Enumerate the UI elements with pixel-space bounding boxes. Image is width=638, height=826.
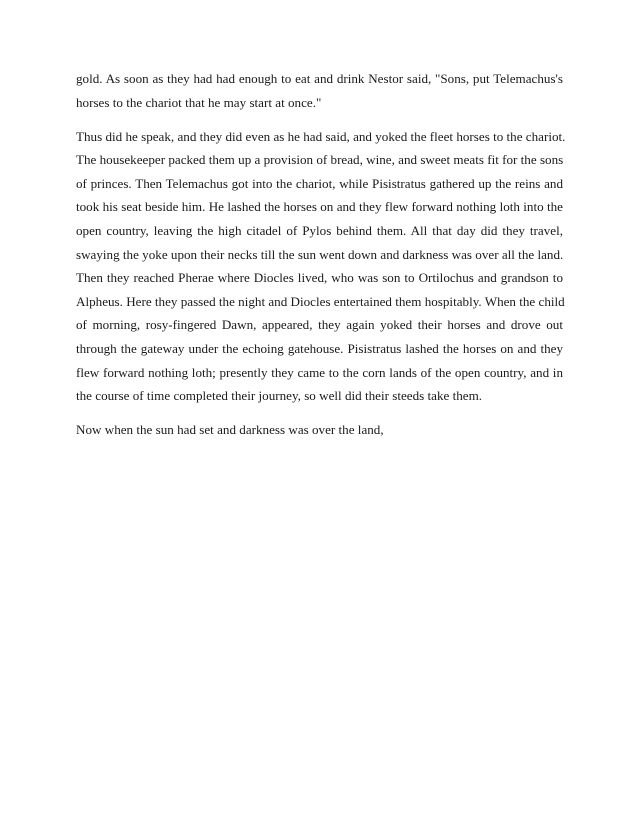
document-body bbox=[76, 67, 566, 442]
paragraph-3 bbox=[76, 418, 563, 442]
text-line: The housekeeper packed them up a provision of bread, wine, and sweet meats fit for the sons bbox=[76, 152, 564, 168]
text-line: horses to the chariot that he may start at once." bbox=[76, 94, 322, 110]
text-line: swaying the yoke upon their necks till the sun went down and darkness was over all the land. bbox=[76, 246, 564, 262]
text-line: Then they reached Pherae where Diocles lived, who was son to Ortilochus and grandson to bbox=[76, 270, 563, 286]
text-line: open country, leaving the high citadel of Pylos behind them. All that day did they travel, bbox=[76, 223, 563, 239]
paragraph-1 bbox=[76, 67, 563, 114]
text-line: of morning, rosy-fingered Dawn, appeared, they again yoked their horses and drove out bbox=[76, 317, 563, 333]
text-line: gold. As soon as they had had enough to eat and drink Nestor said, "Sons, put Telemachus's bbox=[76, 71, 563, 86]
text-line: flew forward nothing loth; presently they came to the corn lands of the open country, and in bbox=[76, 364, 563, 380]
paragraph-2 bbox=[76, 125, 566, 408]
text-line: Thus did he speak, and they did even as he had said, and yoked the fleet horses to the chariot. bbox=[76, 128, 566, 144]
text-line: Now when the sun had set and darkness was over the land, bbox=[76, 422, 384, 438]
text-line: through the gateway under the echoing gatehouse. Pisistratus lashed the horses on and they bbox=[76, 341, 563, 357]
text-line: Alpheus. Here they passed the night and Diocles entertained them hospitably. When the child bbox=[76, 293, 565, 309]
text-line: of princes. Then Telemachus got into the chariot, while Pisistratus gathered up the reins and bbox=[76, 175, 563, 191]
text-line: took his seat beside him. He lashed the horses on and they flew forward nothing loth into the bbox=[76, 199, 563, 215]
text-line: the course of time completed their journey, so well did their steeds take them. bbox=[76, 388, 483, 404]
